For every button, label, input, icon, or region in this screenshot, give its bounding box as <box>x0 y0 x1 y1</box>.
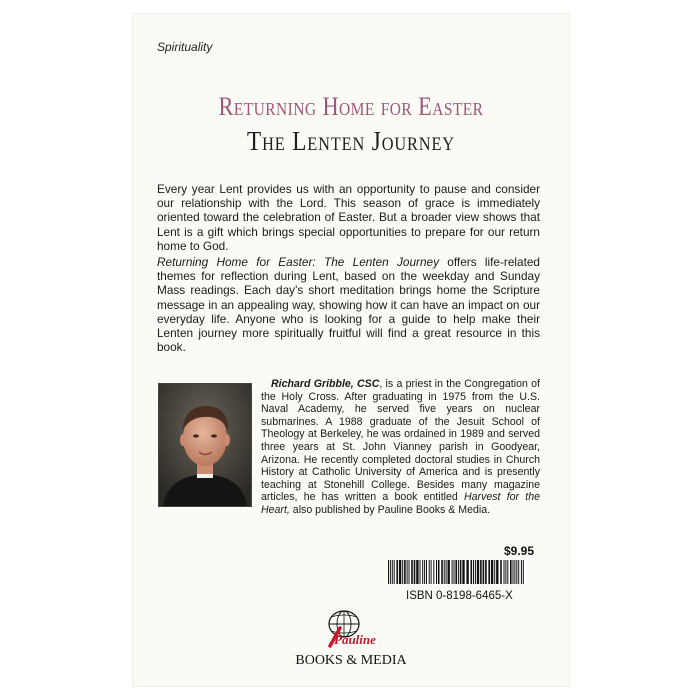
author-bio-text-1: , is a priest in the Congregation of the Holy Cross. After graduating in 1975 from the U.S. Naval Academy, he served five years on nuclear submarines. A 1988 graduate of the Jesuit School of Theology at Berkeley, he was ordained in 1989 and served three years at St. John Vianney parish in Goodyear, Arizona. He recently completed doctoral studies in Church History at Catholic University of America and is presently teaching at Stonehill College. Besides many magazine articles, he has written a book entitled <box>261 378 540 504</box>
barcode-bar <box>431 560 432 584</box>
barcode-bar <box>441 560 443 584</box>
barcode-bar <box>500 560 502 584</box>
barcode-bar <box>422 560 423 584</box>
barcode-bar <box>446 560 447 584</box>
barcode-bar <box>396 560 398 584</box>
author-bio-text-2: also published by Pauline Books & Media. <box>289 503 491 516</box>
barcode-bar <box>394 560 395 584</box>
publisher-name: BOOKS & MEDIA <box>295 653 407 668</box>
barcode-bar <box>518 560 519 584</box>
barcode-bar <box>402 560 403 584</box>
barcode-bar <box>485 560 487 584</box>
barcode-bar <box>473 560 474 584</box>
book-back-cover <box>133 14 569 686</box>
barcode-bar <box>471 560 473 584</box>
barcode-bar <box>416 560 418 584</box>
barcode-bar <box>411 560 413 584</box>
barcode-bar <box>480 560 482 584</box>
barcode-bar <box>523 560 524 584</box>
barcode-bar <box>460 560 462 584</box>
description-paragraph-2-text: offers life-related themes for reflection during Lent, based on the weekday and Sunday Mass readings. Each day's short meditation brings home the Scripture message in an appealing way, showing how it can have an impact on our everyday life. Anyone who is looking for a guide to help make their Lenten journey more spiritually fruitful will find a great resource in this book. <box>157 255 540 355</box>
author-bio <box>261 378 540 517</box>
barcode-bar <box>477 560 479 584</box>
barcode-bar <box>505 560 506 584</box>
barcode-bar <box>429 560 430 584</box>
barcode-bar <box>438 560 440 584</box>
barcode-bar <box>488 560 490 584</box>
barcode-bar <box>494 560 495 584</box>
barcode-bar <box>491 560 493 584</box>
barcode-bar <box>448 560 450 584</box>
barcode-bar <box>436 560 437 584</box>
barcode-bar <box>452 560 453 584</box>
barcode-bar <box>392 560 393 584</box>
barcode-bar <box>483 560 485 584</box>
description-paragraph-2 <box>157 255 540 354</box>
barcode <box>387 560 526 584</box>
barcode-bar <box>420 560 421 584</box>
barcode-bar <box>462 560 464 584</box>
barcode-bar <box>475 560 476 584</box>
book-title-reference: Returning Home for Easter: The Lenten Journey <box>157 255 439 270</box>
barcode-bar <box>513 560 514 584</box>
barcode-bar <box>455 560 457 584</box>
logo-text: Pauline <box>334 632 376 647</box>
category-label: Spirituality <box>157 40 213 54</box>
author-photo <box>158 383 252 507</box>
barcode-bar <box>444 560 445 584</box>
barcode-bar <box>426 560 427 584</box>
isbn-label: ISBN 0-8198-6465-X <box>406 590 513 602</box>
barcode-bar <box>414 560 416 584</box>
barcode-bar <box>388 560 389 584</box>
barcode-bar <box>399 560 401 584</box>
barcode-bar <box>521 560 522 584</box>
author-other-book: Harvest for the Heart, <box>261 491 540 516</box>
title-line-1: Returning Home for Easter <box>218 92 484 121</box>
barcode-bar <box>466 560 468 584</box>
barcode-bar <box>514 560 515 584</box>
barcode-bar <box>409 560 410 584</box>
barcode-bar <box>458 560 459 584</box>
barcode-bar <box>404 560 406 584</box>
description-paragraph-1: Every year Lent provides us with an opportunity to pause and consider our relationship with the Lord. This season of grace is immediately oriented toward the celebration of Easter. But a broader view shows that Lent is a gift which brings special opportunities to prepare for our return home to God. <box>157 182 540 253</box>
barcode-bar <box>390 560 391 584</box>
title-line-2: The Lenten Journey <box>247 126 455 156</box>
barcode-bar <box>507 560 508 584</box>
barcode-bar <box>510 560 512 584</box>
barcode-bar <box>407 560 408 584</box>
barcode-bar <box>433 560 434 584</box>
barcode-bar <box>496 560 498 584</box>
barcode-bar <box>454 560 455 584</box>
price-label: $9.95 <box>504 544 535 558</box>
barcode-bar <box>424 560 425 584</box>
pauline-logo <box>318 606 376 650</box>
book-description <box>157 182 540 356</box>
barcode-bar <box>516 560 517 584</box>
barcode-bar <box>504 560 505 584</box>
author-portrait-image <box>159 384 251 506</box>
author-name: Richard Gribble, CSC <box>271 378 380 390</box>
